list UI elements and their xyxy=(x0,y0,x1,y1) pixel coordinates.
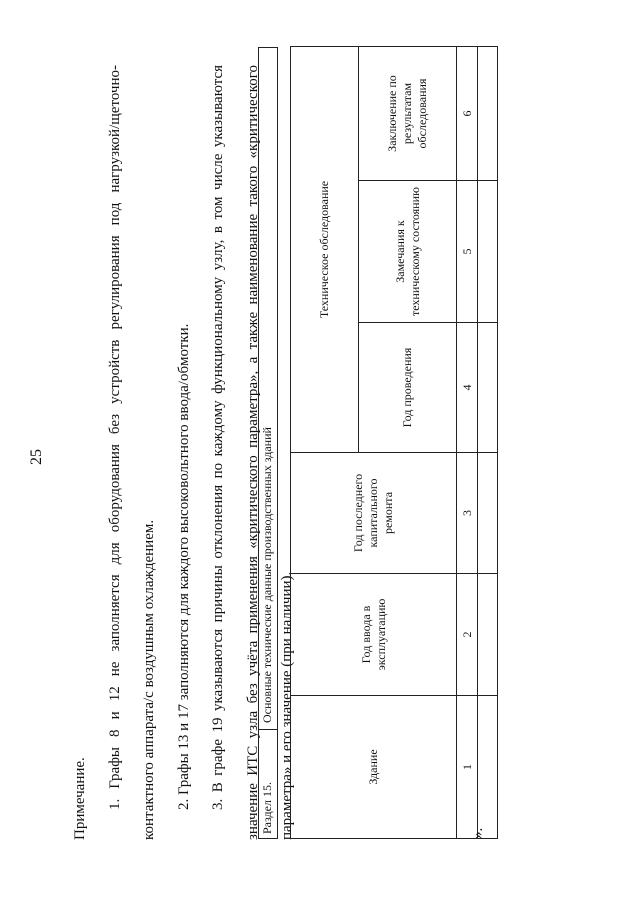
header-conclusion: Заключение по результатам обследования xyxy=(359,46,457,180)
empty-cell xyxy=(478,323,498,453)
header-condition-remarks: Замечания к техническому состоянию xyxy=(359,181,457,323)
closing-mark: ». xyxy=(470,827,486,839)
buildings-table xyxy=(290,46,498,839)
column-number: 5 xyxy=(457,181,478,323)
empty-cell xyxy=(478,453,498,574)
header-tech-inspection: Техническое обследование xyxy=(291,46,359,452)
empty-cell xyxy=(478,574,498,696)
column-number: 6 xyxy=(457,46,478,180)
note-item-3-line-3: параметра» и его значение (при наличии). xyxy=(279,571,295,840)
header-building: Здание xyxy=(291,696,457,839)
empty-cell xyxy=(478,181,498,323)
column-number: 4 xyxy=(457,323,478,453)
note-item-2: 2. Графы 13 и 17 заполняются для каждого высоковольтного ввода/обмотки. xyxy=(175,323,192,810)
note-item-3-line-1: 3. В графе 19 указываются причины отклонения по каждому функциональному узлу, в том числе указываются xyxy=(210,65,226,810)
page-number: 25 xyxy=(28,449,45,465)
note-item-1-line-2: контактного аппарата/с воздушным охлаждением. xyxy=(141,519,157,840)
note-item-1-line-1: 1. Графы 8 и 12 не заполняется для оборудования без устройств регулирования под нагрузкой/щеточно- xyxy=(106,65,123,810)
header-commission-year: Год ввода в эксплуатацию xyxy=(291,574,457,696)
column-number: 1 xyxy=(457,696,478,839)
note-title: Примечание. xyxy=(72,757,88,840)
column-number: 2 xyxy=(457,574,478,696)
section-title: Основные технические данные производственных зданий xyxy=(260,427,274,723)
section-header xyxy=(258,47,278,839)
section-label: Раздел 15. xyxy=(259,729,277,838)
empty-cell xyxy=(478,46,498,180)
column-number: 3 xyxy=(457,453,478,574)
empty-cell xyxy=(478,696,498,839)
header-inspection-year: Год проведения xyxy=(359,323,457,453)
note-item-3-line-2: значение ИТС узла без учёта применения «критического параметра», а также наименование такого «критического xyxy=(244,65,261,840)
header-last-overhaul-year: Год последнего капитального ремонта xyxy=(291,453,457,574)
